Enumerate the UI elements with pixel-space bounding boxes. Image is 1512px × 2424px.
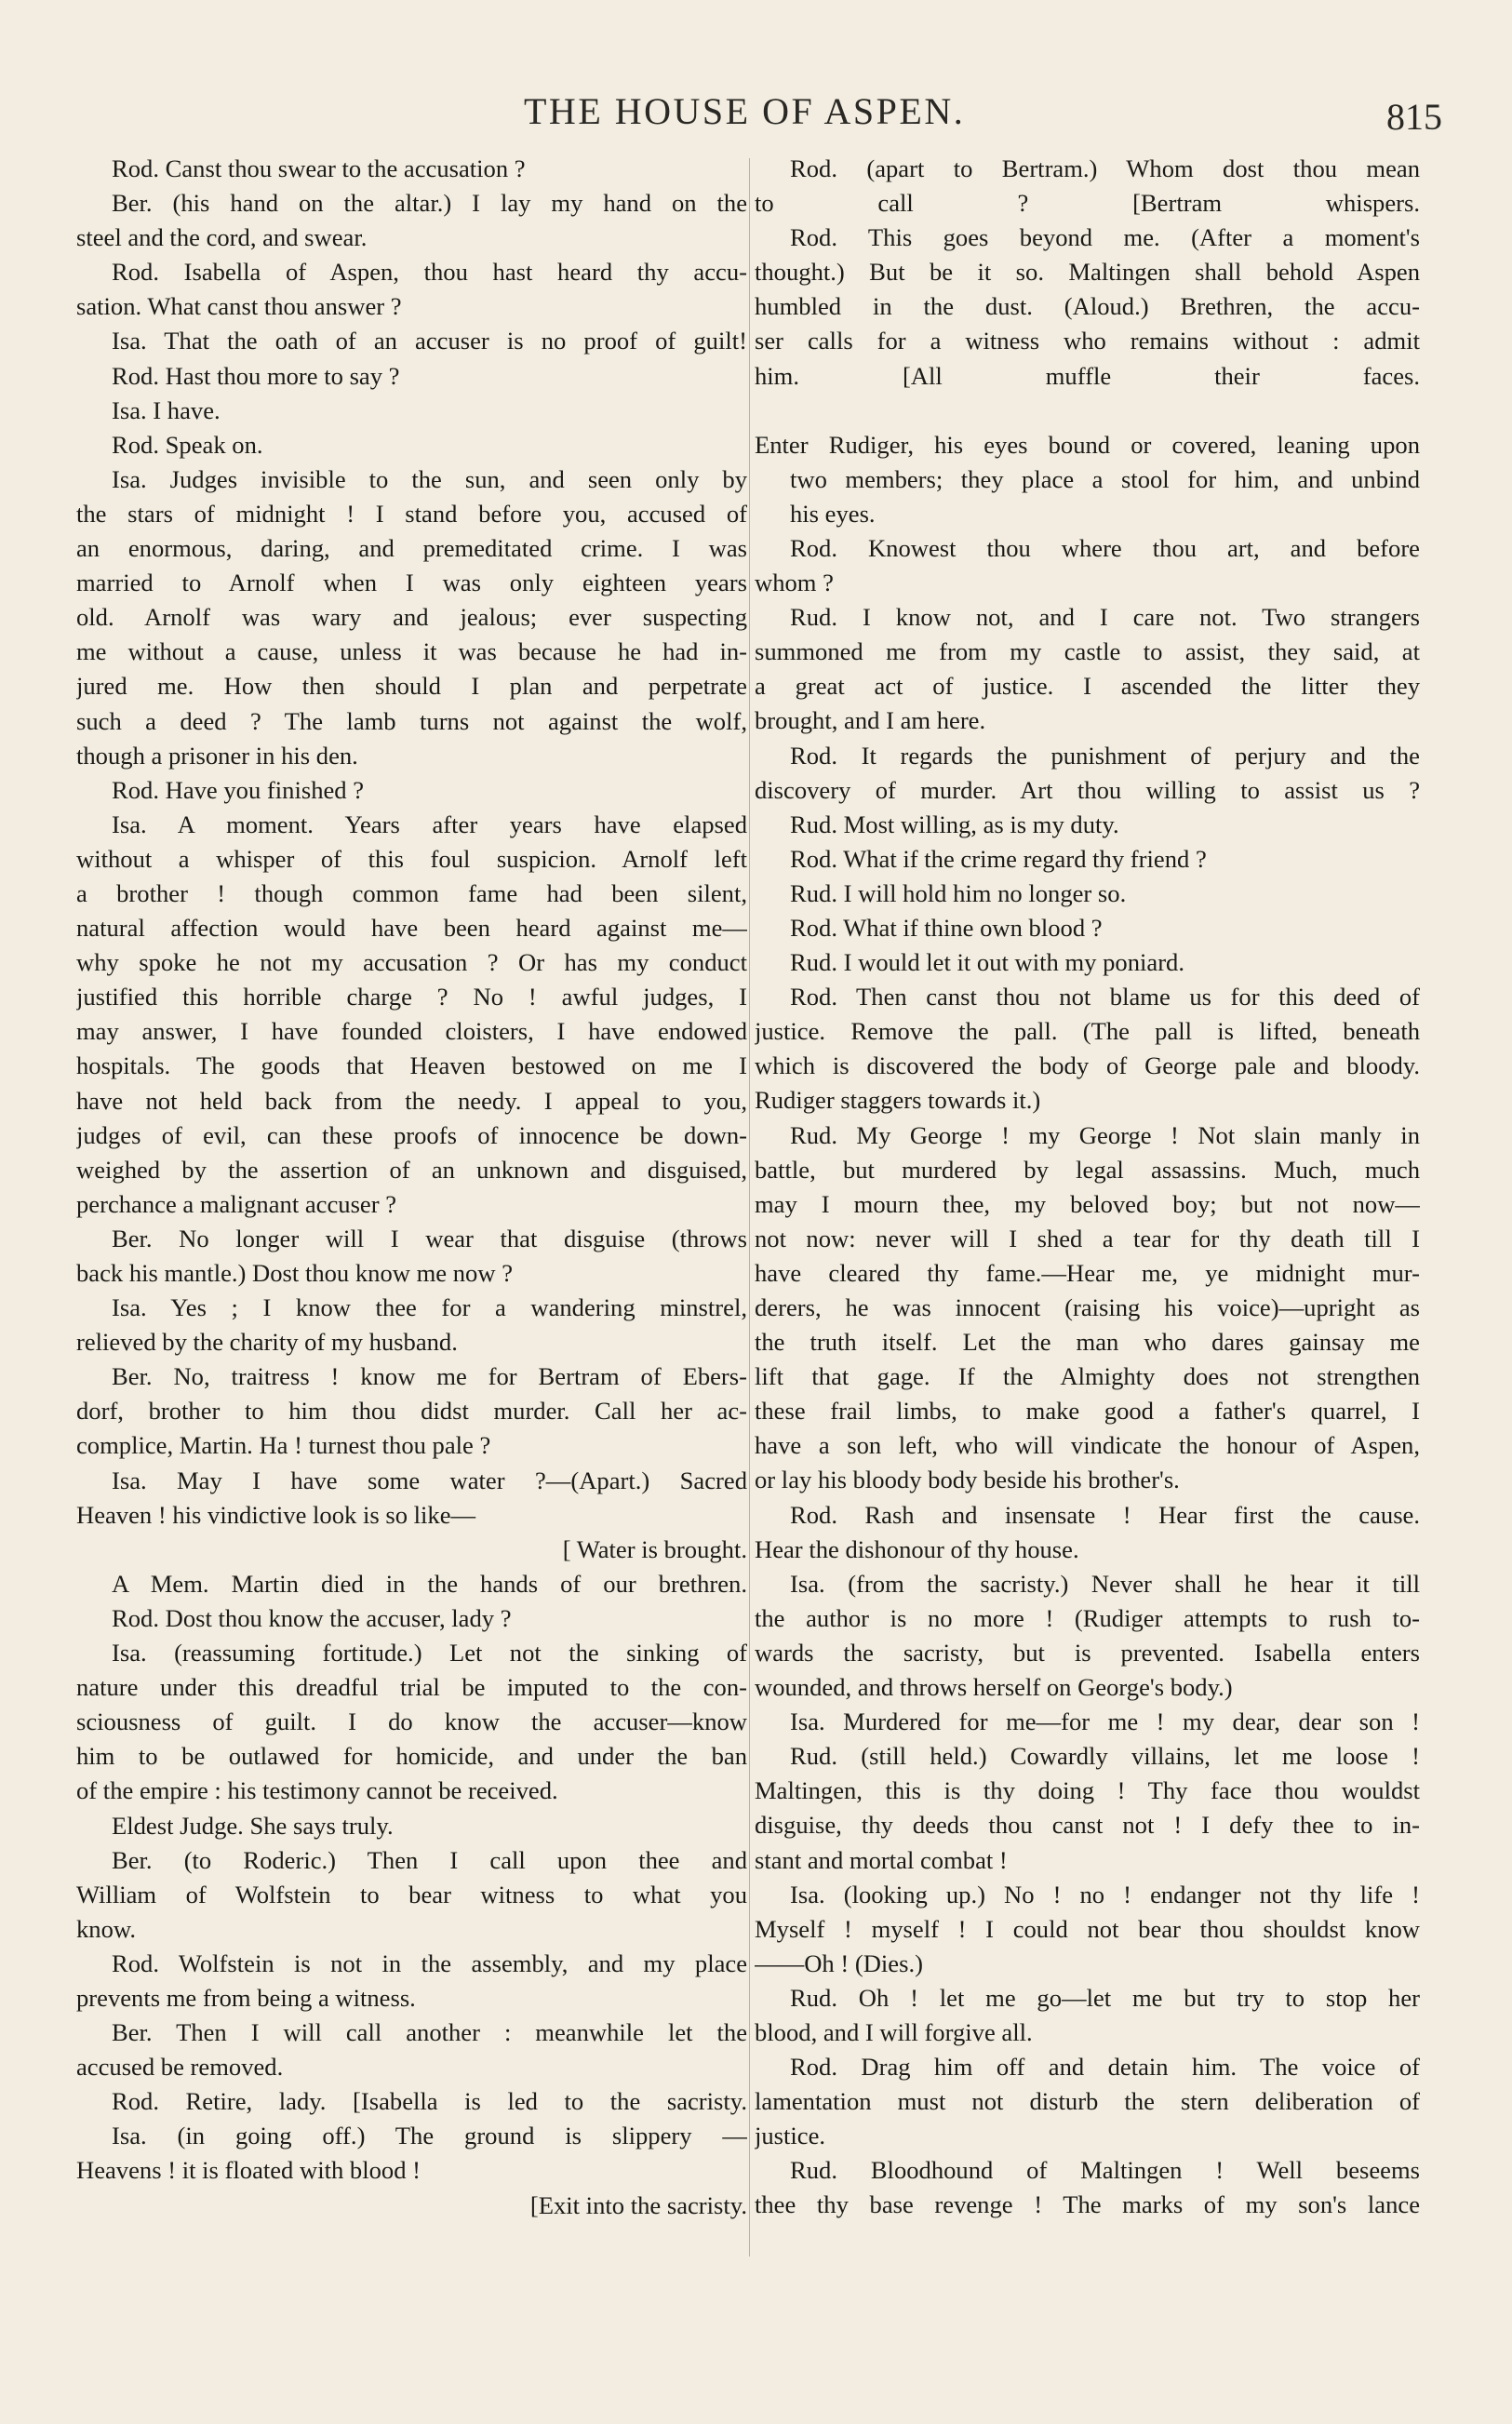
text-line: or lay his bloody body beside his brother's. xyxy=(755,1466,1180,1494)
right-column xyxy=(755,152,1420,2223)
text-line: such a deed ? The lamb turns not against the wolf, xyxy=(76,706,747,735)
text-line: Rod. Wolfstein is not in the assembly, and my place xyxy=(112,1949,747,1977)
text-line: wards the sacristy, but is prevented. Isabella enters xyxy=(755,1638,1420,1667)
text-line: Heavens ! it is floated with blood ! xyxy=(76,2156,421,2185)
text-line: weighed by the assertion of an unknown and disguised, xyxy=(76,1155,747,1184)
text-line: Rod. Dost thou know the accuser, lady ? xyxy=(112,1603,512,1632)
text-line: lamentation must not disturb the stern deliberation of xyxy=(755,2087,1420,2116)
text-line: wounded, and throws herself on George's body.) xyxy=(755,1673,1233,1702)
left-column xyxy=(76,152,747,2223)
text-line: which is discovered the body of George pale and bloody. xyxy=(755,1051,1420,1080)
text-line: two members; they place a stool for him, and unbind xyxy=(790,464,1420,493)
text-line: may I mourn thee, my beloved boy; but not now— xyxy=(755,1189,1420,1218)
text-line: [Exit into the sacristy. xyxy=(529,2190,747,2219)
text-line: blood, and I will forgive all. xyxy=(755,2017,1033,2046)
text-line: Enter Rudiger, his eyes bound or covered, leaning upon xyxy=(755,430,1420,459)
text-line: Isa. (in going off.) The ground is slippery — xyxy=(112,2122,747,2150)
text-line: Ber. No, traitress ! know me for Bertram of Ebers- xyxy=(112,1362,747,1391)
text-line: [ Water is brought. xyxy=(562,1534,747,1563)
text-line: Rod. What if thine own blood ? xyxy=(790,913,1103,942)
text-line: Maltingen, this is thy doing ! Thy face thou wouldst xyxy=(755,1776,1420,1805)
text-line: him. [All muffle their faces. xyxy=(755,361,1420,390)
text-line: have not held back from the needy. I appeal to you, xyxy=(76,1086,747,1115)
text-line: Rod. What if the crime regard thy friend ? xyxy=(790,844,1207,873)
text-line: why spoke he not my accusation ? Or has my conduct xyxy=(76,948,747,977)
text-line: Ber. Then I will call another : meanwhile let the xyxy=(112,2018,747,2047)
text-line: the author is no more ! (Rudiger attempts to rush to- xyxy=(755,1603,1420,1632)
text-line: the truth itself. Let the man who dares gainsay me xyxy=(755,1328,1420,1357)
text-line: not now: never will I shed a tear for thy death till I xyxy=(755,1224,1420,1252)
text-line: Rud. My George ! my George ! Not slain manly in xyxy=(790,1120,1420,1149)
text-line: Rod. Speak on. xyxy=(112,430,263,459)
text-line: an enormous, daring, and premeditated crime. I was xyxy=(76,534,747,563)
running-title: THE HOUSE OF ASPEN. xyxy=(524,90,966,132)
text-line: Ber. No longer will I wear that disguise (throws xyxy=(112,1224,747,1252)
text-line: Rod. Retire, lady. [Isabella is led to the sacristy. xyxy=(112,2087,747,2116)
text-line: Isa. (reassuming fortitude.) Let not the sinking of xyxy=(112,1639,747,1667)
text-line: discovery of murder. Art thou willing to assist us ? xyxy=(755,775,1420,804)
text-line: Rod. Knowest thou where thou art, and before xyxy=(790,533,1420,562)
text-line: nature under this dreadful trial be imputed to the con- xyxy=(76,1673,747,1702)
text-line: Rod. Then canst thou not blame us for this deed of xyxy=(790,983,1420,1011)
text-line: his eyes. xyxy=(790,499,876,528)
text-line: Rud. I know not, and I care not. Two strangers xyxy=(790,603,1420,632)
text-line: Isa. I have. xyxy=(112,395,221,424)
text-line: Rod. (apart to Bertram.) Whom dost thou mean xyxy=(790,154,1420,182)
text-line: Rudiger staggers towards it.) xyxy=(755,1086,1041,1115)
text-line: Rud. I will hold him no longer so. xyxy=(790,878,1127,907)
text-line: stant and mortal combat ! xyxy=(755,1845,1008,1874)
text-line: accused be removed. xyxy=(76,2053,284,2082)
text-line: Ber. (his hand on the altar.) I lay my hand on the xyxy=(112,189,747,218)
text-line: thought.) But be it so. Maltingen shall behold Aspen xyxy=(755,258,1420,287)
text-line: these frail limbs, to make good a father's quarrel, I xyxy=(755,1397,1420,1426)
text-line: natural affection would have been heard against me— xyxy=(76,914,747,943)
text-line: Rud. I would let it out with my poniard. xyxy=(790,948,1184,977)
text-line: disguise, thy deeds thou canst not ! I defy thee to in- xyxy=(755,1811,1420,1840)
text-line: the stars of midnight ! I stand before you, accused of xyxy=(76,499,747,528)
text-line: old. Arnolf was wary and jealous; ever suspecting xyxy=(76,603,747,632)
text-line: Isa. May I have some water ?—(Apart.) Sacred xyxy=(112,1466,747,1494)
text-line: Isa. A moment. Years after years have elapsed xyxy=(112,810,747,838)
text-line: humbled in the dust. (Aloud.) Brethren, the accu- xyxy=(755,292,1420,321)
text-line: Hear the dishonour of thy house. xyxy=(755,1534,1079,1563)
text-line: judges of evil, can these proofs of innocence be down- xyxy=(76,1120,747,1149)
text-line: though a prisoner in his den. xyxy=(76,741,358,770)
page-number: 815 xyxy=(1386,96,1442,138)
text-line: thee thy base revenge ! The marks of my son's lance xyxy=(755,2190,1420,2219)
text-line: justice. xyxy=(755,2122,826,2150)
text-line: me without a cause, unless it was because he had in- xyxy=(76,637,747,666)
text-line: battle, but murdered by legal assassins. Much, much xyxy=(755,1155,1420,1184)
text-line: a great act of justice. I ascended the litter they xyxy=(755,672,1420,701)
text-line: a brother ! though common fame had been silent, xyxy=(76,878,747,907)
text-line: Rod. Drag him off and detain him. The voice of xyxy=(790,2053,1420,2082)
text-line: Isa. Murdered for me—for me ! my dear, dear son ! xyxy=(790,1708,1420,1736)
text-line: Rod. Isabella of Aspen, thou hast heard thy accu- xyxy=(112,258,747,287)
text-line: steel and the cord, and swear. xyxy=(76,223,368,252)
text-line: hospitals. The goods that Heaven bestowed on me I xyxy=(76,1051,747,1080)
text-line: Isa. (from the sacristy.) Never shall he hear it till xyxy=(790,1569,1420,1598)
text-line: Myself ! myself ! I could not bear thou shouldst know xyxy=(755,1914,1420,1943)
text-line: may answer, I have founded cloisters, I have endowed xyxy=(76,1017,747,1046)
text-line: justified this horrible charge ? No ! awful judges, I xyxy=(76,983,747,1011)
text-line: have a son left, who will vindicate the honour of Aspen, xyxy=(755,1431,1420,1460)
text-line: jured me. How then should I plan and perpetrate xyxy=(76,672,747,701)
page-header xyxy=(0,89,1512,145)
text-line: sciousness of guilt. I do know the accuser—know xyxy=(76,1708,747,1736)
text-line: to call ? [Bertram whispers. xyxy=(755,189,1420,218)
text-line: him to be outlawed for homicide, and under the ban xyxy=(76,1742,747,1771)
text-line: Ber. (to Roderic.) Then I call upon thee and xyxy=(112,1845,747,1874)
text-line: back his mantle.) Dost thou know me now ? xyxy=(76,1259,514,1287)
text-line: Isa. Yes ; I know thee for a wandering minstrel, xyxy=(112,1293,747,1322)
text-line: Eldest Judge. She says truly. xyxy=(112,1811,394,1840)
text-line: Heaven ! his vindictive look is so like— xyxy=(76,1500,476,1529)
text-line: relieved by the charity of my husband. xyxy=(76,1328,458,1357)
text-line: William of Wolfstein to bear witness to what you xyxy=(76,1880,747,1908)
text-line: Isa. (looking up.) No ! no ! endanger not thy life ! xyxy=(790,1880,1420,1908)
text-line: know. xyxy=(76,1914,137,1943)
text-line: whom ? xyxy=(755,569,834,597)
text-line: Rod. This goes beyond me. (After a moment's xyxy=(790,223,1420,252)
text-line: lift that gage. If the Almighty does not strengthen xyxy=(755,1362,1420,1391)
text-line: complice, Martin. Ha ! turnest thou pale ? xyxy=(76,1431,491,1460)
text-line: have cleared thy fame.—Hear me, ye midnight mur- xyxy=(755,1258,1420,1287)
column-divider xyxy=(749,158,750,2257)
text-line: summoned me from my castle to assist, they said, at xyxy=(755,637,1420,666)
text-line: Rod. Rash and insensate ! Hear first the cause. xyxy=(790,1500,1420,1529)
text-line: brought, and I am here. xyxy=(755,706,986,735)
text-line: prevents me from being a witness. xyxy=(76,1983,416,2012)
text-line: married to Arnolf when I was only eighteen years xyxy=(76,569,747,597)
text-line: derers, he was innocent (raising his voice)—upright as xyxy=(755,1293,1420,1321)
text-line: ser calls for a witness who remains without : admit xyxy=(755,327,1420,355)
text-line: Isa. That the oath of an accuser is no proof of guilt! xyxy=(112,327,747,355)
text-line: dorf, brother to him thou didst murder. Call her ac- xyxy=(76,1397,747,1426)
text-line: perchance a malignant accuser ? xyxy=(76,1189,397,1218)
text-line: Rod. Canst thou swear to the accusation ? xyxy=(112,154,526,182)
text-line: of the empire : his testimony cannot be received. xyxy=(76,1776,558,1805)
text-line: Rud. (still held.) Cowardly villains, let me loose ! xyxy=(790,1742,1420,1771)
text-line: Rud. Bloodhound of Maltingen ! Well beseems xyxy=(790,2156,1420,2185)
text-line: sation. What canst thou answer ? xyxy=(76,292,402,321)
text-line: Rod. Hast thou more to say ? xyxy=(112,361,400,390)
text-line: Rod. It regards the punishment of perjury and the xyxy=(790,741,1420,770)
text-line: without a whisper of this foul suspicion. Arnolf left xyxy=(76,844,747,873)
text-line: Rud. Most willing, as is my duty. xyxy=(790,810,1119,838)
text-line: Isa. Judges invisible to the sun, and seen only by xyxy=(112,464,747,493)
text-line: A Mem. Martin died in the hands of our brethren. xyxy=(112,1569,747,1598)
text-line: ——Oh ! (Dies.) xyxy=(755,1949,923,1977)
text-line: justice. Remove the pall. (The pall is lifted, beneath xyxy=(755,1017,1420,1046)
text-line: Rud. Oh ! let me go—let me but try to stop her xyxy=(790,1983,1420,2012)
text-line: Rod. Have you finished ? xyxy=(112,775,365,804)
